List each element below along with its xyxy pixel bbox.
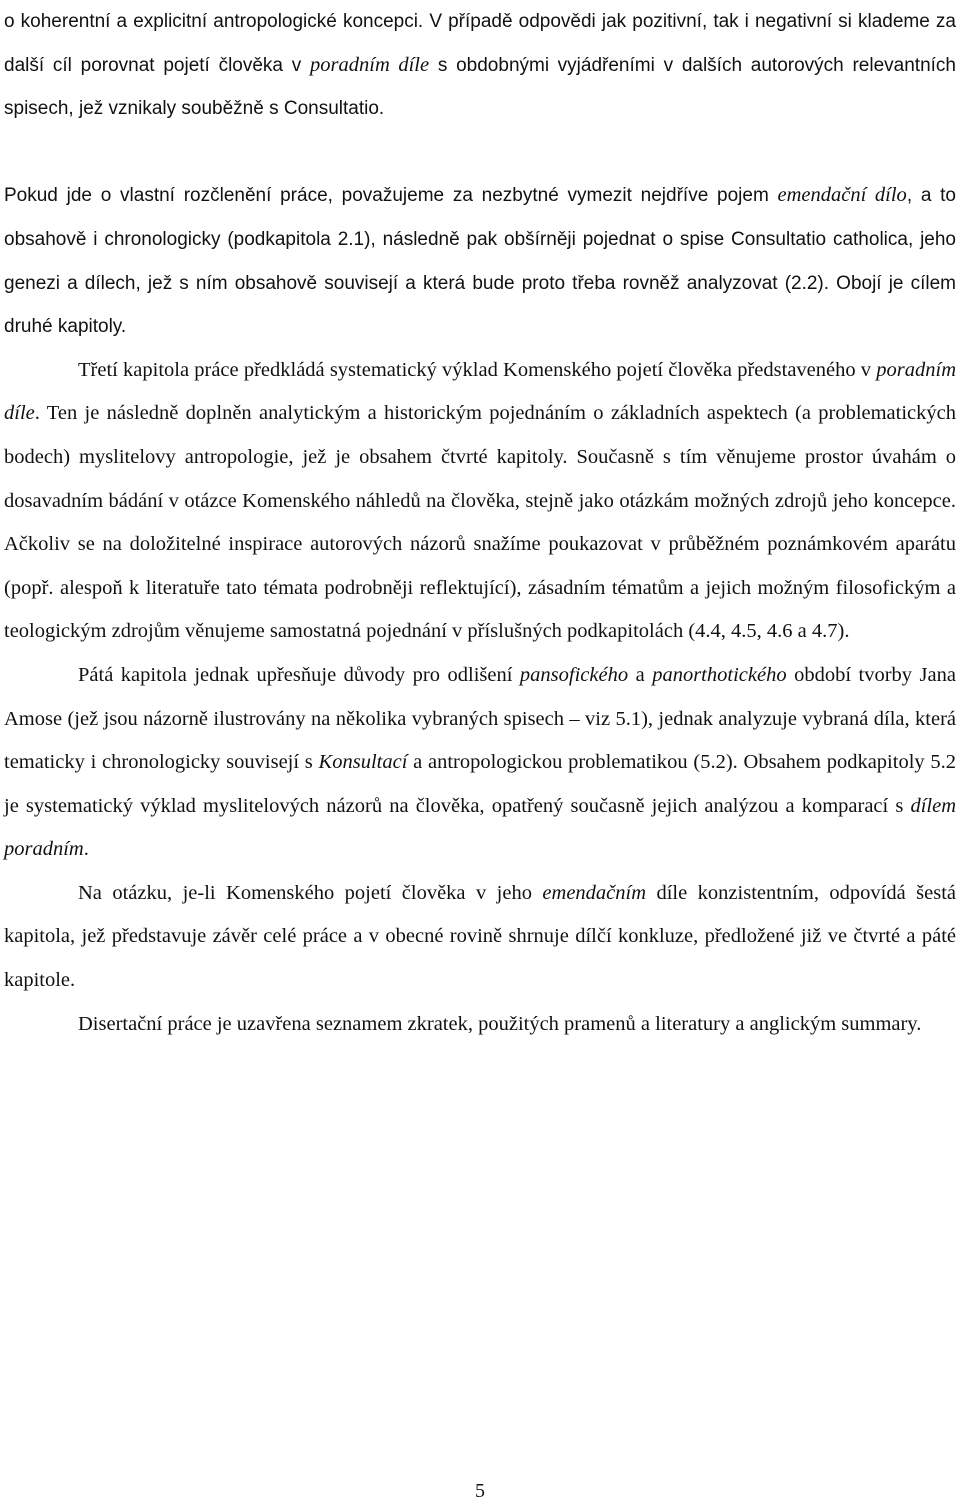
- paragraph-4-italic-1: pansofického: [519, 663, 629, 686]
- paragraph-2-text-b: , a to obsahově i chronologicky (podkapitola 2.1), následně pak obšírněji pojednat o spise Consultatio catholica, jeho genezi a dílech, jež s ním obsahově souvisejí a která bude proto třeba rovněž analyzovat (2.2). Obojí je cílem druhé kapitoly.: [4, 185, 956, 338]
- paragraph-1-line-1: o koherentní a explicitní antropologické koncepci. V případě odpovědi jak pozitivní, tak: [4, 11, 739, 32]
- paragraph-4-text-d: a antropologickou problematikou (5.2). Obsahem podkapitoly 5.2 je systematický výklad myslitelových názorů na člověka, opatřený současně jejich analýzou a komparací s: [4, 751, 957, 817]
- paragraph-1-line-2a: i negativní si klademe za další cíl porovnat pojetí člověka v: [4, 11, 956, 76]
- paragraph-4-text-c: období tvorby Jana Amose (jež jsou názorně ilustrovány na několika vybraných spisech – viz 5.1), jednak analyzuje vybraná díla, která tematicky i chronologicky souvisejí s: [4, 663, 956, 774]
- paragraph-1-line-2b: s obdobnými: [429, 54, 550, 76]
- paragraph-3-italic: poradním díle: [4, 358, 956, 425]
- paragraph-5-text-b: díle konzistentním, odpovídá šestá kapitola, jež představuje závěr celé práce a v obecné rovině shrnuje dílčí konkluze, předložené již ve čtvrté a páté kapitole.: [4, 881, 956, 992]
- paragraph-5-text-a: Na otázku, je-li Komenského pojetí člověka v jeho: [78, 881, 543, 904]
- paragraph-4-italic-3: Konsultací: [318, 751, 408, 774]
- paragraph-5: [4, 872, 956, 1003]
- paragraph-4-text-b: a: [628, 663, 653, 686]
- paragraph-1: [4, 0, 956, 131]
- paragraph-6: [4, 1003, 956, 1047]
- paragraph-1-italic: poradním díle: [310, 53, 430, 76]
- paragraph-3: [4, 349, 956, 654]
- paragraph-2-italic: emendační dílo: [777, 184, 907, 207]
- paragraph-2-text-a: Pokud jde o vlastní rozčlenění práce, považujeme za nezbytné vymezit nejdříve pojem: [4, 185, 778, 207]
- paragraph-4: [4, 654, 956, 872]
- paragraph-6-text: Disertační práce je uzavřena seznamem zkratek, použitých pramenů a literatury a anglickým summary.: [78, 1012, 922, 1035]
- paragraph-3-text-a: Třetí kapitola práce předkládá systematický výklad Komenského pojetí člověka představeného v: [78, 358, 877, 381]
- document-page: [4, 0, 956, 1046]
- paragraph-1-line-3: vyjádřeními v dalších autorových relevantních spisech, jež vznikaly souběžně s Consultatio.: [4, 54, 956, 120]
- paragraph-4-italic-2: panorthotického: [652, 663, 787, 686]
- paragraph-5-italic: emendačním: [542, 881, 647, 904]
- paragraph-4-text-a: Pátá kapitola jednak upřesňuje důvody pro odlišení: [78, 663, 520, 686]
- paragraph-2: [4, 174, 956, 348]
- paragraph-3-text-b: . Ten je následně doplněn analytickým a historickým pojednáním o základních aspektech (a problematických bodech) myslitelovy antropologie, jež je obsahem čtvrté kapitoly. Současně s tím věnujeme prostor úvahám o dosavadním bádání v otázce Komenského náhledů na člověka, stejně jako otázkám možných zdrojů jeho koncepce. Ačkoliv se na doložitelné inspirace autorových názorů snažíme poukazovat v průběžném poznámkovém aparátu (popř. alespoň k literatuře tato témata podrobněji reflektující), zásadním tématům a jejich možným filosofickým a teologickým zdrojům věnujeme samostatná pojednání v příslušných podkapitolách (4.4, 4.5, 4.6 a 4.7).: [4, 402, 956, 643]
- paragraph-4-italic-4: dílem poradním: [4, 794, 956, 861]
- page-number: 5: [475, 1480, 485, 1502]
- paragraph-4-text-e: .: [83, 838, 89, 861]
